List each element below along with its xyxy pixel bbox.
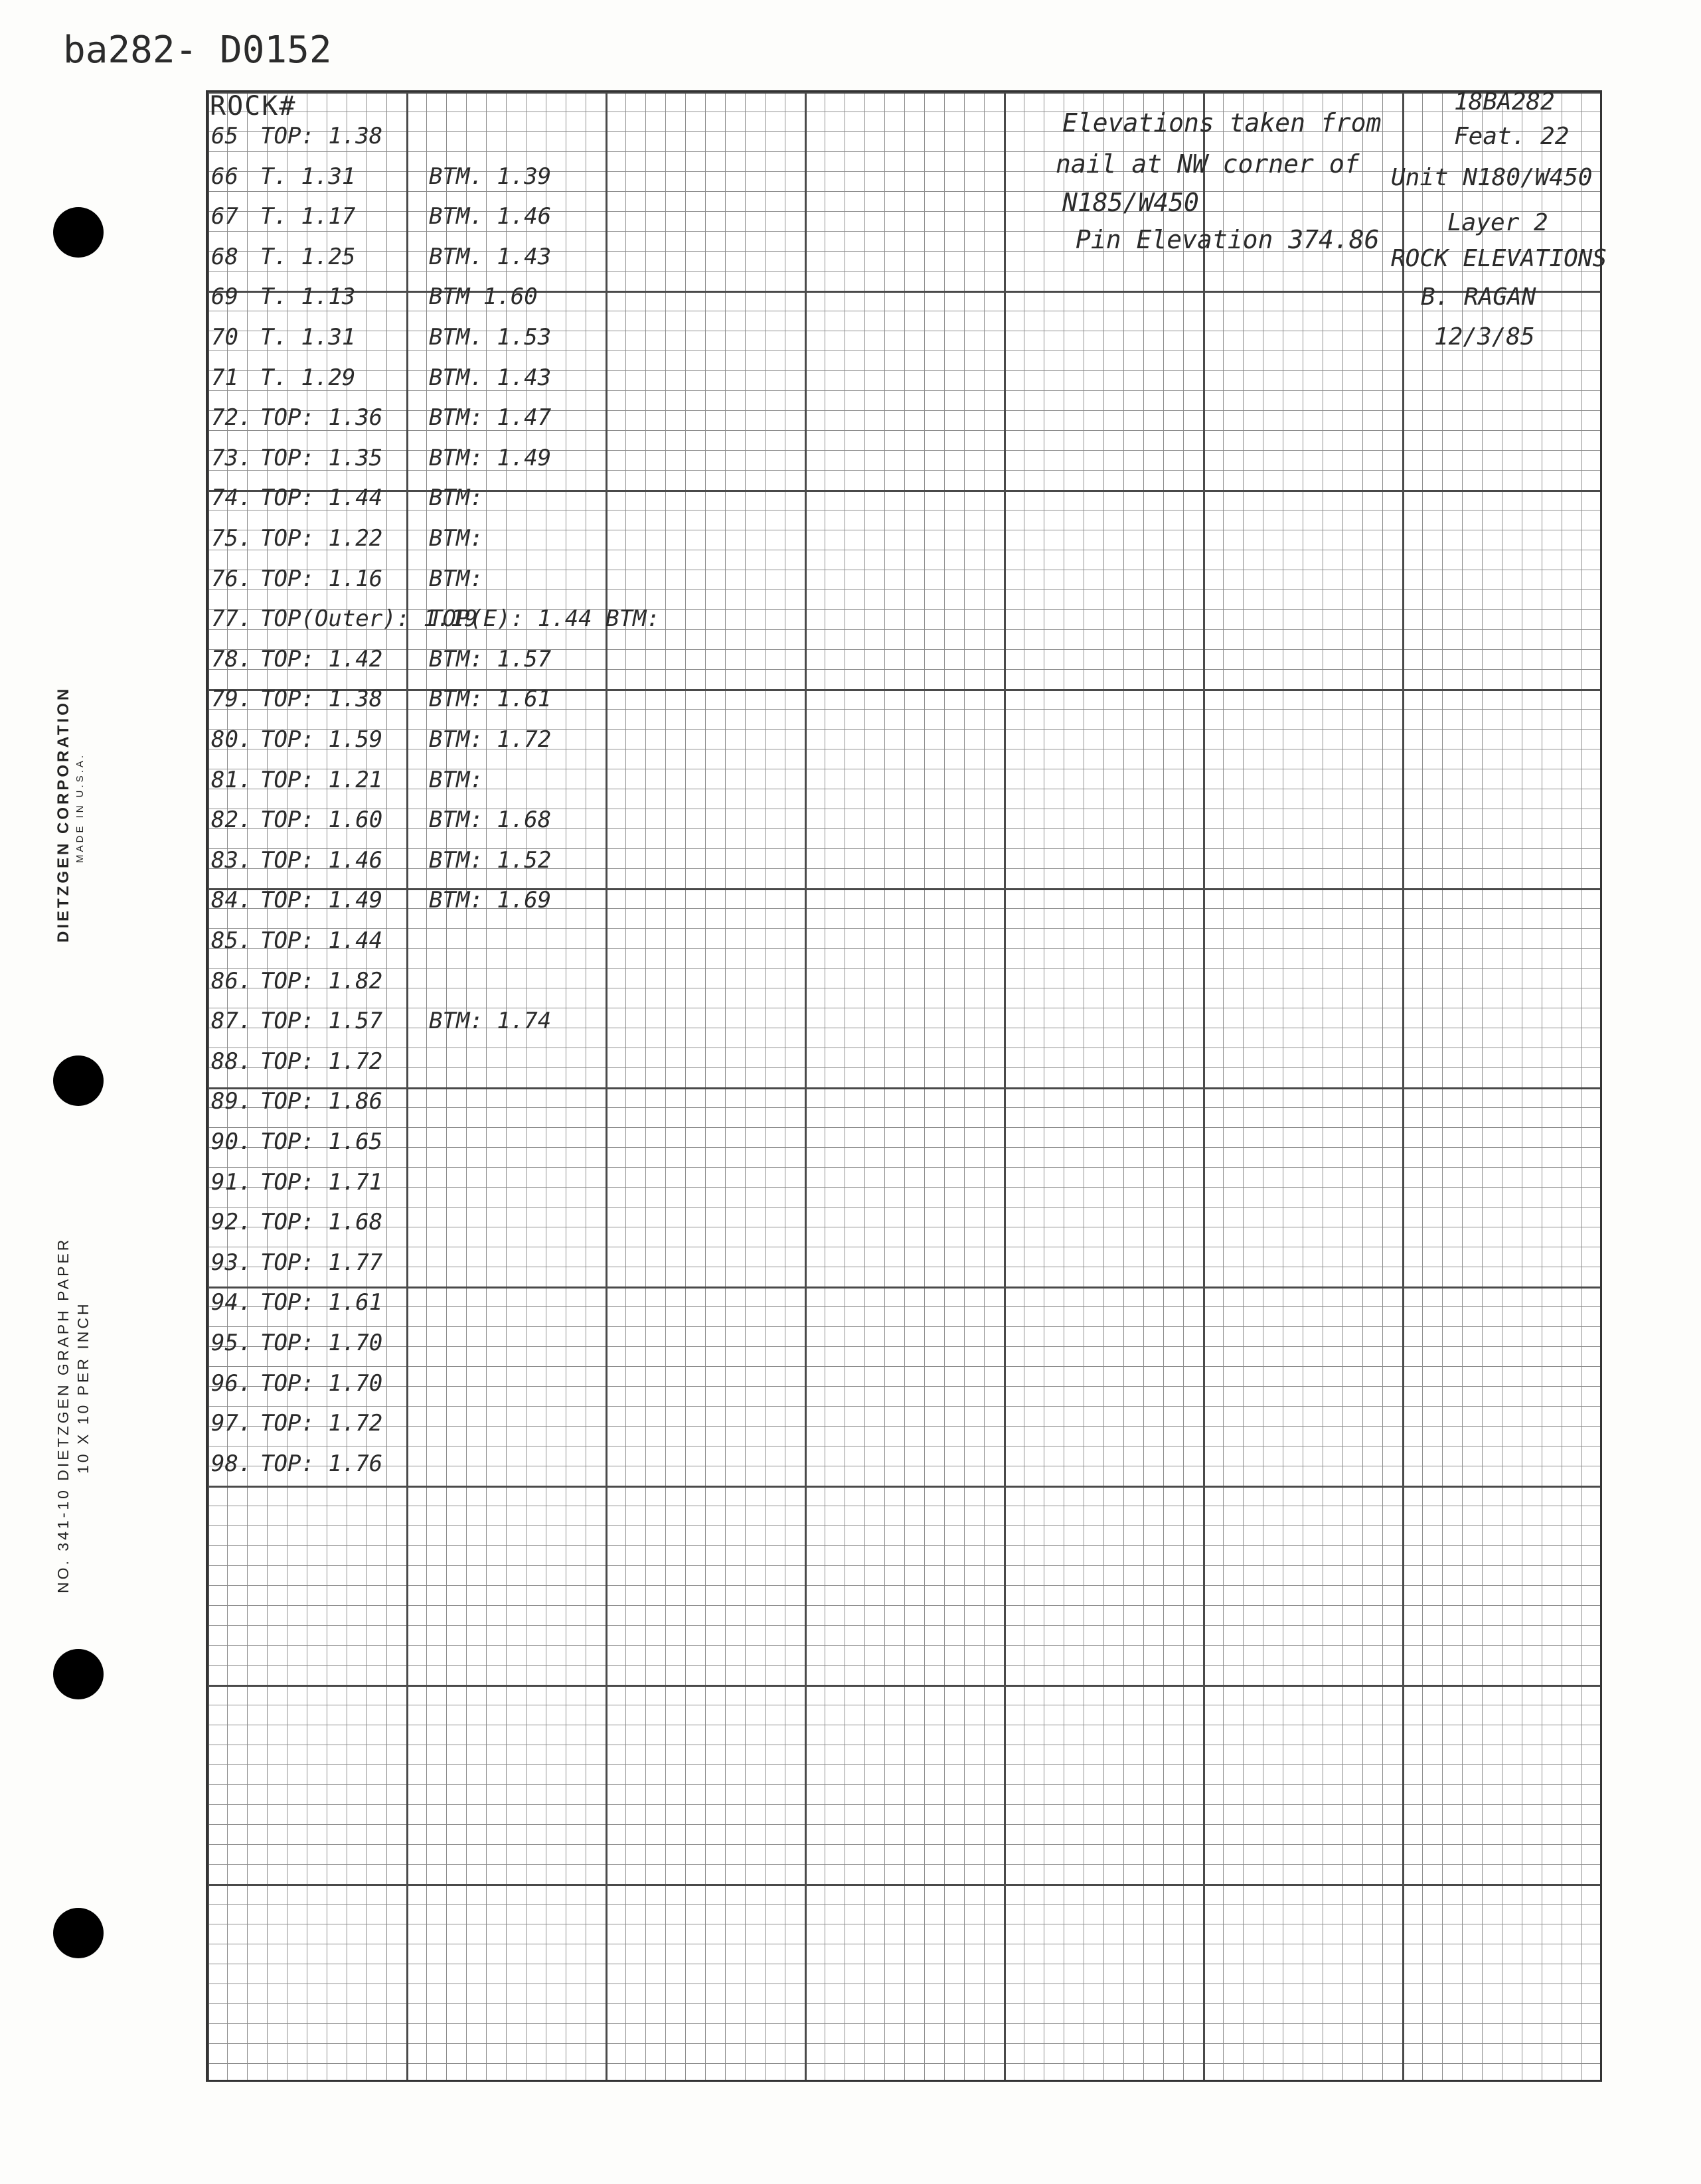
rock-number: 96. — [211, 1370, 252, 1397]
rock-number: 75. — [211, 525, 252, 552]
graph-grid — [206, 90, 1602, 2082]
recorder-name: B. RAGAN — [1421, 283, 1536, 311]
top-elevation: TOP: 1.65 — [260, 1129, 383, 1155]
top-elevation: TOP: 1.72 — [260, 1410, 383, 1437]
bottom-elevation: BTM: 1.74 — [429, 1008, 552, 1034]
rock-number: 83. — [211, 847, 252, 874]
top-elevation: TOP: 1.59 — [260, 726, 383, 753]
top-elevation: TOP: 1.76 — [260, 1450, 383, 1477]
top-elevation: TOP: 1.44 — [260, 927, 383, 954]
bottom-elevation: BTM: 1.61 — [429, 686, 552, 712]
bottom-elevation: BTM: 1.52 — [429, 847, 552, 874]
bottom-elevation: BTM. 1.43 — [429, 244, 552, 270]
top-elevation: TOP: 1.57 — [260, 1008, 383, 1034]
rock-number: 68 — [211, 244, 238, 270]
bottom-elevation: TOP(E): 1.44 BTM: — [429, 605, 660, 632]
rock-number: 97. — [211, 1410, 252, 1437]
sheet-title: ROCK ELEVATIONS — [1391, 245, 1607, 272]
rock-number: 73. — [211, 445, 252, 471]
rock-number: 81. — [211, 767, 252, 793]
layer-number: Layer 2 — [1447, 209, 1548, 236]
top-elevation: TOP: 1.44 — [260, 485, 383, 511]
top-elevation: TOP: 1.21 — [260, 767, 383, 793]
bottom-elevation: BTM: — [429, 525, 483, 552]
manufacturer-name: DIETZGEN CORPORATION — [54, 686, 72, 943]
rock-number: 86. — [211, 968, 252, 994]
rock-number: 89. — [211, 1088, 252, 1115]
punch-hole — [53, 1055, 104, 1106]
top-elevation: T. 1.13 — [260, 283, 356, 310]
manufacturer-origin: MADE IN U.S.A. — [74, 752, 86, 863]
rock-number: 93. — [211, 1249, 252, 1276]
top-elevation: TOP: 1.46 — [260, 847, 383, 874]
bottom-elevation: BTM: — [429, 566, 483, 592]
top-elevation: T. 1.31 — [260, 324, 356, 351]
rock-number: 95. — [211, 1330, 252, 1356]
top-elevation: TOP: 1.70 — [260, 1330, 383, 1356]
top-elevation: T. 1.25 — [260, 244, 356, 270]
top-elevation: TOP: 1.22 — [260, 525, 383, 552]
unit-number: Unit N180/W450 — [1391, 164, 1593, 191]
bottom-elevation: BTM: — [429, 767, 483, 793]
bottom-elevation: BTM: 1.49 — [429, 445, 552, 471]
rock-number: 70 — [211, 324, 238, 351]
rock-number: 74. — [211, 485, 252, 511]
rock-number: 94. — [211, 1289, 252, 1316]
rock-number: 84. — [211, 887, 252, 913]
rock-number: 66 — [211, 163, 238, 190]
bottom-elevation: BTM: 1.72 — [429, 726, 552, 753]
punch-hole — [53, 207, 104, 258]
feature-number: Feat. 22 — [1454, 123, 1570, 150]
top-elevation: TOP: 1.82 — [260, 968, 383, 994]
rock-number: 85. — [211, 927, 252, 954]
paper-spec: 10 X 10 PER INCH — [74, 1301, 92, 1474]
rock-number: 80. — [211, 726, 252, 753]
bottom-elevation: BTM: 1.57 — [429, 646, 552, 672]
rock-number: 67 — [211, 203, 238, 230]
top-elevation: TOP: 1.38 — [260, 123, 383, 149]
rock-number: 76. — [211, 566, 252, 592]
punch-hole — [53, 1908, 104, 1958]
rock-number: 92. — [211, 1209, 252, 1235]
top-elevation: TOP: 1.61 — [260, 1289, 383, 1316]
note-line: Pin Elevation 374.86 — [1076, 225, 1380, 254]
bottom-elevation: BTM. 1.53 — [429, 324, 552, 351]
top-elevation: T. 1.17 — [260, 203, 356, 230]
top-elevation: TOP: 1.38 — [260, 686, 383, 712]
rock-number: 69 — [211, 283, 238, 310]
rock-column-header: ROCK# — [210, 91, 297, 121]
rock-number: 88. — [211, 1048, 252, 1075]
top-elevation: TOP: 1.77 — [260, 1249, 383, 1276]
top-elevation: TOP: 1.42 — [260, 646, 383, 672]
top-elevation: TOP: 1.86 — [260, 1088, 383, 1115]
top-elevation: T. 1.31 — [260, 163, 356, 190]
top-elevation: TOP: 1.70 — [260, 1370, 383, 1397]
rock-number: 77. — [211, 605, 252, 632]
paper-number: NO. 341-10 DIETZGEN GRAPH PAPER — [54, 1237, 72, 1593]
top-elevation: TOP: 1.36 — [260, 404, 383, 431]
top-elevation: TOP: 1.72 — [260, 1048, 383, 1075]
site-number: 18BA282 — [1454, 88, 1555, 116]
bottom-elevation: BTM 1.60 — [429, 283, 538, 310]
rock-number: 72. — [211, 404, 252, 431]
rock-number: 78. — [211, 646, 252, 672]
note-line: N185/W450 — [1062, 188, 1199, 217]
rock-number: 91. — [211, 1169, 252, 1196]
top-elevation: TOP: 1.71 — [260, 1169, 383, 1196]
rock-number: 71 — [211, 364, 238, 391]
rock-number: 98. — [211, 1450, 252, 1477]
bottom-elevation: BTM: 1.69 — [429, 887, 552, 913]
note-line: Elevations taken from — [1062, 108, 1382, 137]
record-date: 12/3/85 — [1434, 323, 1535, 351]
bottom-elevation: BTM: 1.47 — [429, 404, 552, 431]
bottom-elevation: BTM: — [429, 485, 483, 511]
top-elevation: TOP: 1.35 — [260, 445, 383, 471]
bottom-elevation: BTM: 1.68 — [429, 807, 552, 833]
rock-number: 87. — [211, 1008, 252, 1034]
bottom-elevation: BTM. 1.39 — [429, 163, 552, 190]
bottom-elevation: BTM. 1.46 — [429, 203, 552, 230]
document-id: ba282- D0152 — [63, 29, 332, 72]
punch-hole — [53, 1649, 104, 1699]
rock-number: 65 — [211, 123, 238, 149]
note-line: nail at NW corner of — [1056, 149, 1360, 179]
top-elevation: T. 1.29 — [260, 364, 356, 391]
rock-number: 79. — [211, 686, 252, 712]
rock-number: 90. — [211, 1129, 252, 1155]
top-elevation: TOP: 1.60 — [260, 807, 383, 833]
bottom-elevation: BTM. 1.43 — [429, 364, 552, 391]
top-elevation: TOP: 1.16 — [260, 566, 383, 592]
top-elevation: TOP: 1.49 — [260, 887, 383, 913]
top-elevation: TOP: 1.68 — [260, 1209, 383, 1235]
top-elevation: TOP(Outer): 1.19 — [260, 605, 478, 632]
rock-number: 82. — [211, 807, 252, 833]
